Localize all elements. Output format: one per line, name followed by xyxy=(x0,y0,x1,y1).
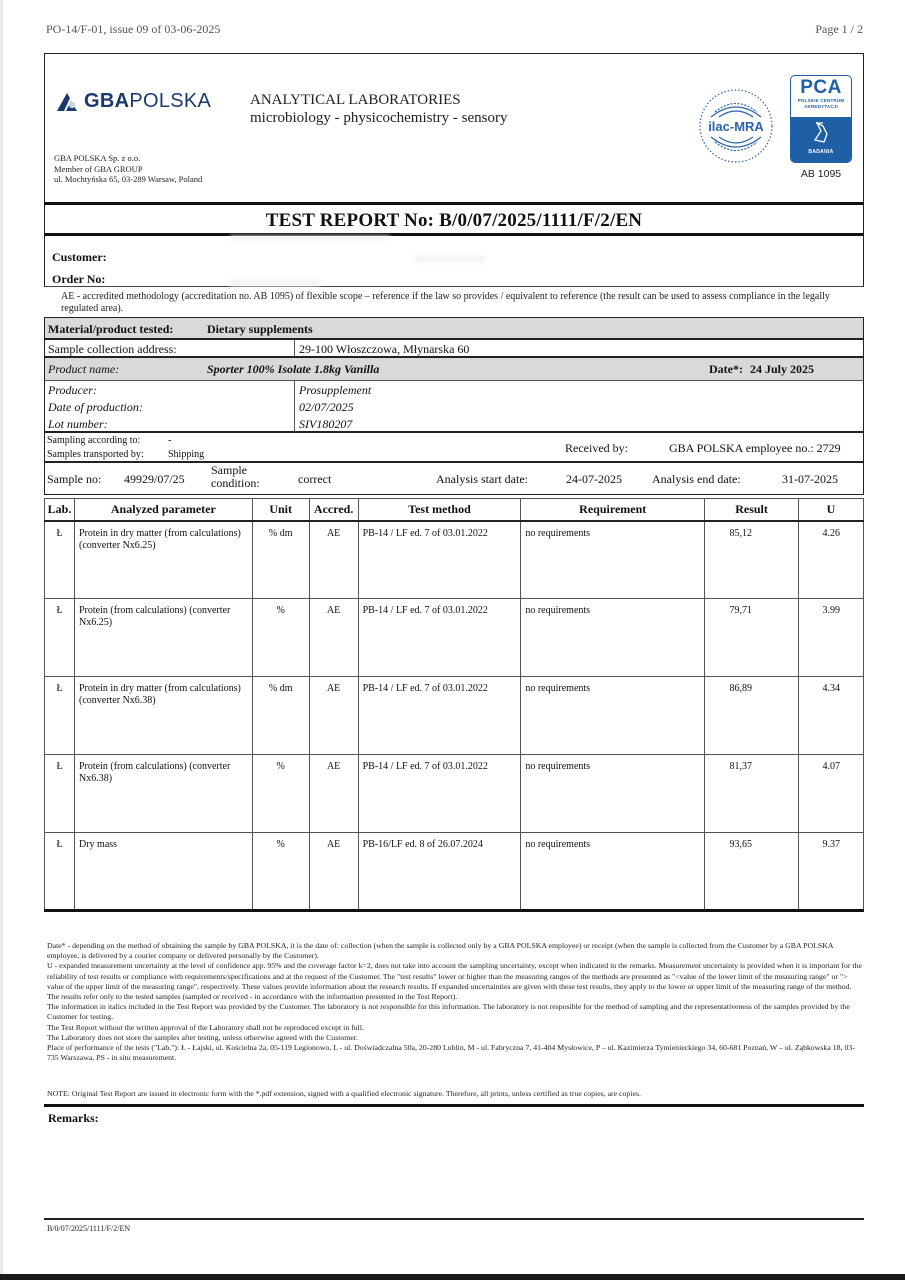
company-street: ul. Mochtyńska 65, 03-289 Warsaw, Poland xyxy=(54,174,203,184)
customer-section xyxy=(44,236,864,287)
cell-lab: Ł xyxy=(45,521,75,599)
received-label: Received by: xyxy=(565,441,628,455)
cell-accred: AE xyxy=(309,677,358,755)
report-title-bar xyxy=(44,205,864,236)
sample-no-label: Sample no: xyxy=(47,472,102,486)
table-row xyxy=(45,755,864,833)
sample-no-value: 49929/07/25 xyxy=(124,472,185,486)
remarks-divider xyxy=(44,1104,864,1107)
footnote-storage: The Laboratory does not store the samples after testing, unless otherwise agreed with the Customer. xyxy=(47,1032,358,1042)
analysis-end-label: Analysis end date: xyxy=(652,472,741,486)
lot-label: Lot number: xyxy=(48,417,108,431)
cell-uncertainty: 9.37 xyxy=(799,833,864,911)
cell-result: 79,71 xyxy=(705,599,799,677)
transport-value: Shipping xyxy=(168,449,205,460)
letterhead xyxy=(44,53,864,205)
cell-requirement: no requirements xyxy=(521,521,705,599)
flask-icon xyxy=(812,122,830,144)
product-label: Product name: xyxy=(48,362,120,376)
cell-requirement: no requirements xyxy=(521,599,705,677)
cell-unit: % xyxy=(252,833,309,911)
sampling-label: Sampling according to: xyxy=(47,435,141,446)
footnote-results-scope: The results refer only to the tested samples (sampled or received - in accordance with the information presented in the Test Report). xyxy=(47,992,458,1002)
analysis-start-label: Analysis start date: xyxy=(436,472,528,486)
col-header-lab: Lab. xyxy=(45,499,75,521)
footnote-italics: The information in italics included in the Test Report was provided by the Customer. The laboratory is not responsible for this information. The laboratory is not resposible for the method of sampling and the representativeness of the samples provided by the Customer for testing. xyxy=(47,1002,850,1022)
document-code: PO-14/F-01, issue 09 of 03-06-2025 xyxy=(46,22,221,36)
col-header-accred: Accred. xyxy=(309,499,358,521)
cell-accred: AE xyxy=(309,755,358,833)
pca-badania: BADANIA xyxy=(808,149,834,155)
col-header-requirement: Requirement xyxy=(521,499,705,521)
viewer-bottom-bar xyxy=(0,1274,905,1280)
footnote-uncertainty: U - expanded measurement uncertainty at the level of confidence app. 95% and the coverage factor k=2, does not take into account the sampling uncertainty, except when indicated in the remarks. Measurement uncertainty is provided when it is important for the reliability of test results or compliance with requirements/specifications and at the request of the Customer. The "test results" lower or higher than the measuring ranges of the methods are presented as "<value of the lower limit of the measuring range" or "> value of the upper limit of the measuring range", respectively. These values provide information about the research results. If expanded uncertainties are given with these test results, they apply to the lower or upper limit of the measuring range of the method. xyxy=(47,961,862,991)
analysis-start-value: 24-07-2025 xyxy=(566,472,622,486)
table-row xyxy=(45,521,864,599)
gba-logo-icon xyxy=(56,92,80,112)
redacted-order xyxy=(230,280,320,286)
col-header-u: U xyxy=(799,499,864,521)
footnote-lab-locations: Place of performance of the tests ("Lab."): Ł - Łajski, ul. Kościelna 2a, 05-119 Legionowo, L - ul. Doświadczalna 50a, 20-280 Lublin, M - ul. Fabryczna 7, 41-404 Mysłowice, P – ul. Kazimierza Tymienieckiego 34, 60-681 Poznań, W – ul. Ząbkowska 18, 03-735 Warszawa, PS - in situ measurement. xyxy=(47,1043,855,1063)
page-edge xyxy=(0,0,3,1280)
pca-subtitle-1: POLSKIE CENTRUM xyxy=(797,98,845,103)
cell-result: 93,65 xyxy=(705,833,799,911)
cell-method: PB-14 / LF ed. 7 of 03.01.2022 xyxy=(358,521,521,599)
analysis-end-value: 31-07-2025 xyxy=(782,472,838,486)
cell-requirement: no requirements xyxy=(521,755,705,833)
customer-label: Customer: xyxy=(52,250,107,264)
received-value: GBA POLSKA employee no.: 2729 xyxy=(669,441,841,455)
table-header-row xyxy=(45,499,864,521)
col-header-unit: Unit xyxy=(252,499,309,521)
material-label: Material/product tested: xyxy=(48,322,174,336)
material-value: Dietary supplements xyxy=(207,322,313,336)
footnote-date: Date* - depending on the method of obtaining the sample by GBA POLSKA, it is the date of: collection (when the sample is collected only by a GBA POLSKA employee) or receipt (when the sample is collected from the Customer by a GBA POLSKA employee, is delivered by a courier company or delivered personally by the Customer). xyxy=(47,941,834,961)
cell-unit: % dm xyxy=(252,677,309,755)
remarks-label: Remarks: xyxy=(48,1111,99,1125)
cell-method: PB-14 / LF ed. 7 of 03.01.2022 xyxy=(358,755,521,833)
ae-legend: AE - accredited methodology (accreditation no. AB 1095) of flexible scope – reference if the law so provides / equivalent to reference (the result can be used to assess compliance in the legally regulated area). xyxy=(61,291,830,314)
col-header-method: Test method xyxy=(358,499,521,521)
address-value: 29-100 Włoszczowa, Młynarska 60 xyxy=(299,342,470,356)
material-row xyxy=(45,318,863,340)
condition-value: correct xyxy=(298,472,332,486)
lab-title: ANALYTICAL LABORATORIES xyxy=(250,92,461,108)
cell-parameter: Protein in dry matter (from calculations) (converter Nx6.25) xyxy=(74,521,252,599)
sampling-value: - xyxy=(168,435,172,446)
cell-requirement: no requirements xyxy=(521,833,705,911)
date-value: 24 July 2025 xyxy=(750,362,815,376)
cell-result: 86,89 xyxy=(705,677,799,755)
table-row xyxy=(45,599,864,677)
condition-label-line1: Sample xyxy=(211,463,247,477)
address-label: Sample collection address: xyxy=(48,342,177,356)
page-number: Page 1 / 2 xyxy=(815,22,863,36)
production-date-value: 02/07/2025 xyxy=(299,400,354,414)
producer-value: Prosupplement xyxy=(299,383,372,397)
cell-accred: AE xyxy=(309,599,358,677)
lab-subtitle: microbiology - physicochemistry - sensory xyxy=(250,110,508,126)
cell-method: PB-16/LF ed. 8 of 26.07.2024 xyxy=(358,833,521,911)
cell-method: PB-14 / LF ed. 7 of 03.01.2022 xyxy=(358,599,521,677)
company-group: Member of GBA GROUP xyxy=(54,163,143,174)
gba-polska-logo xyxy=(56,90,211,113)
logo-text-bold: GBA xyxy=(84,90,130,112)
lot-value: SIV180207 xyxy=(299,417,353,431)
producer-label: Producer: xyxy=(48,383,97,397)
product-value: Sporter 100% Isolate 1.8kg Vanilla xyxy=(207,362,380,376)
cell-lab: Ł xyxy=(45,755,75,833)
cell-uncertainty: 4.34 xyxy=(799,677,864,755)
electronic-copy-note: NOTE: Original Test Report are issued in electronic form with the *.pdf extension, signed with a qualified electronic signature. Therefore, all prints, unless certified as true copies, are copies. xyxy=(47,1089,641,1098)
cell-unit: % xyxy=(252,755,309,833)
footer-divider xyxy=(44,1218,864,1220)
ilac-text: ilac-MRA xyxy=(708,119,764,134)
cell-accred: AE xyxy=(309,833,358,911)
production-date-label: Date of production: xyxy=(48,400,143,414)
cell-uncertainty: 4.26 xyxy=(799,521,864,599)
cell-parameter: Protein (from calculations) (converter Nx6.38) xyxy=(74,755,252,833)
cell-requirement: no requirements xyxy=(521,677,705,755)
results-table xyxy=(44,498,864,912)
cell-parameter: Protein in dry matter (from calculations) (converter Nx6.38) xyxy=(74,677,252,755)
lab-title-block xyxy=(250,91,507,127)
cell-method: PB-14 / LF ed. 7 of 03.01.2022 xyxy=(358,677,521,755)
cell-lab: Ł xyxy=(45,677,75,755)
cell-accred: AE xyxy=(309,521,358,599)
condition-label xyxy=(211,464,260,490)
pca-subtitle-2: AKREDYTACJI xyxy=(804,103,838,109)
order-label: Order No: xyxy=(52,272,106,286)
col-header-result: Result xyxy=(705,499,799,521)
cell-parameter: Protein (from calculations) (converter Nx6.25) xyxy=(74,599,252,677)
company-address xyxy=(54,153,202,185)
cell-result: 81,37 xyxy=(705,755,799,833)
cell-result: 85,12 xyxy=(705,521,799,599)
table-row xyxy=(45,833,864,911)
footer-report-code: B/0/07/2025/1111/F/2/EN xyxy=(47,1224,131,1233)
redacted-customer xyxy=(415,256,485,262)
redacted-mark xyxy=(230,236,390,240)
report-title: TEST REPORT No: B/0/07/2025/1111/F/2/EN xyxy=(265,210,643,231)
cell-parameter: Dry mass xyxy=(74,833,252,911)
cell-lab: Ł xyxy=(45,833,75,911)
sampling-row xyxy=(45,433,863,463)
accreditation-number: AB 1095 xyxy=(800,168,842,180)
condition-label-line2: condition: xyxy=(211,476,260,490)
pca-accreditation-badge xyxy=(790,75,852,163)
logo-text-light: POLSKA xyxy=(129,90,212,112)
cell-lab: Ł xyxy=(45,599,75,677)
company-name: GBA POLSKA Sp. z o.o. xyxy=(54,153,141,163)
footnote-reproduction: The Test Report without the written approval of the Laboratory shall not be reproduced except in full. xyxy=(47,1022,364,1032)
pca-title: PCA xyxy=(800,77,842,98)
producer-block xyxy=(45,381,863,433)
cell-uncertainty: 3.99 xyxy=(799,599,864,677)
transport-label: Samples transported by: xyxy=(47,449,144,460)
table-row xyxy=(45,677,864,755)
cell-unit: % xyxy=(252,599,309,677)
ilac-mra-icon xyxy=(697,87,775,165)
date-label: Date*: xyxy=(709,362,743,376)
cell-unit: % dm xyxy=(252,521,309,599)
product-row xyxy=(45,358,863,381)
col-header-parameter: Analyzed parameter xyxy=(74,499,252,521)
cell-uncertainty: 4.07 xyxy=(799,755,864,833)
address-row xyxy=(45,340,863,358)
sample-row xyxy=(45,463,863,494)
sample-info-grid xyxy=(44,317,864,495)
footnotes xyxy=(47,941,862,1063)
